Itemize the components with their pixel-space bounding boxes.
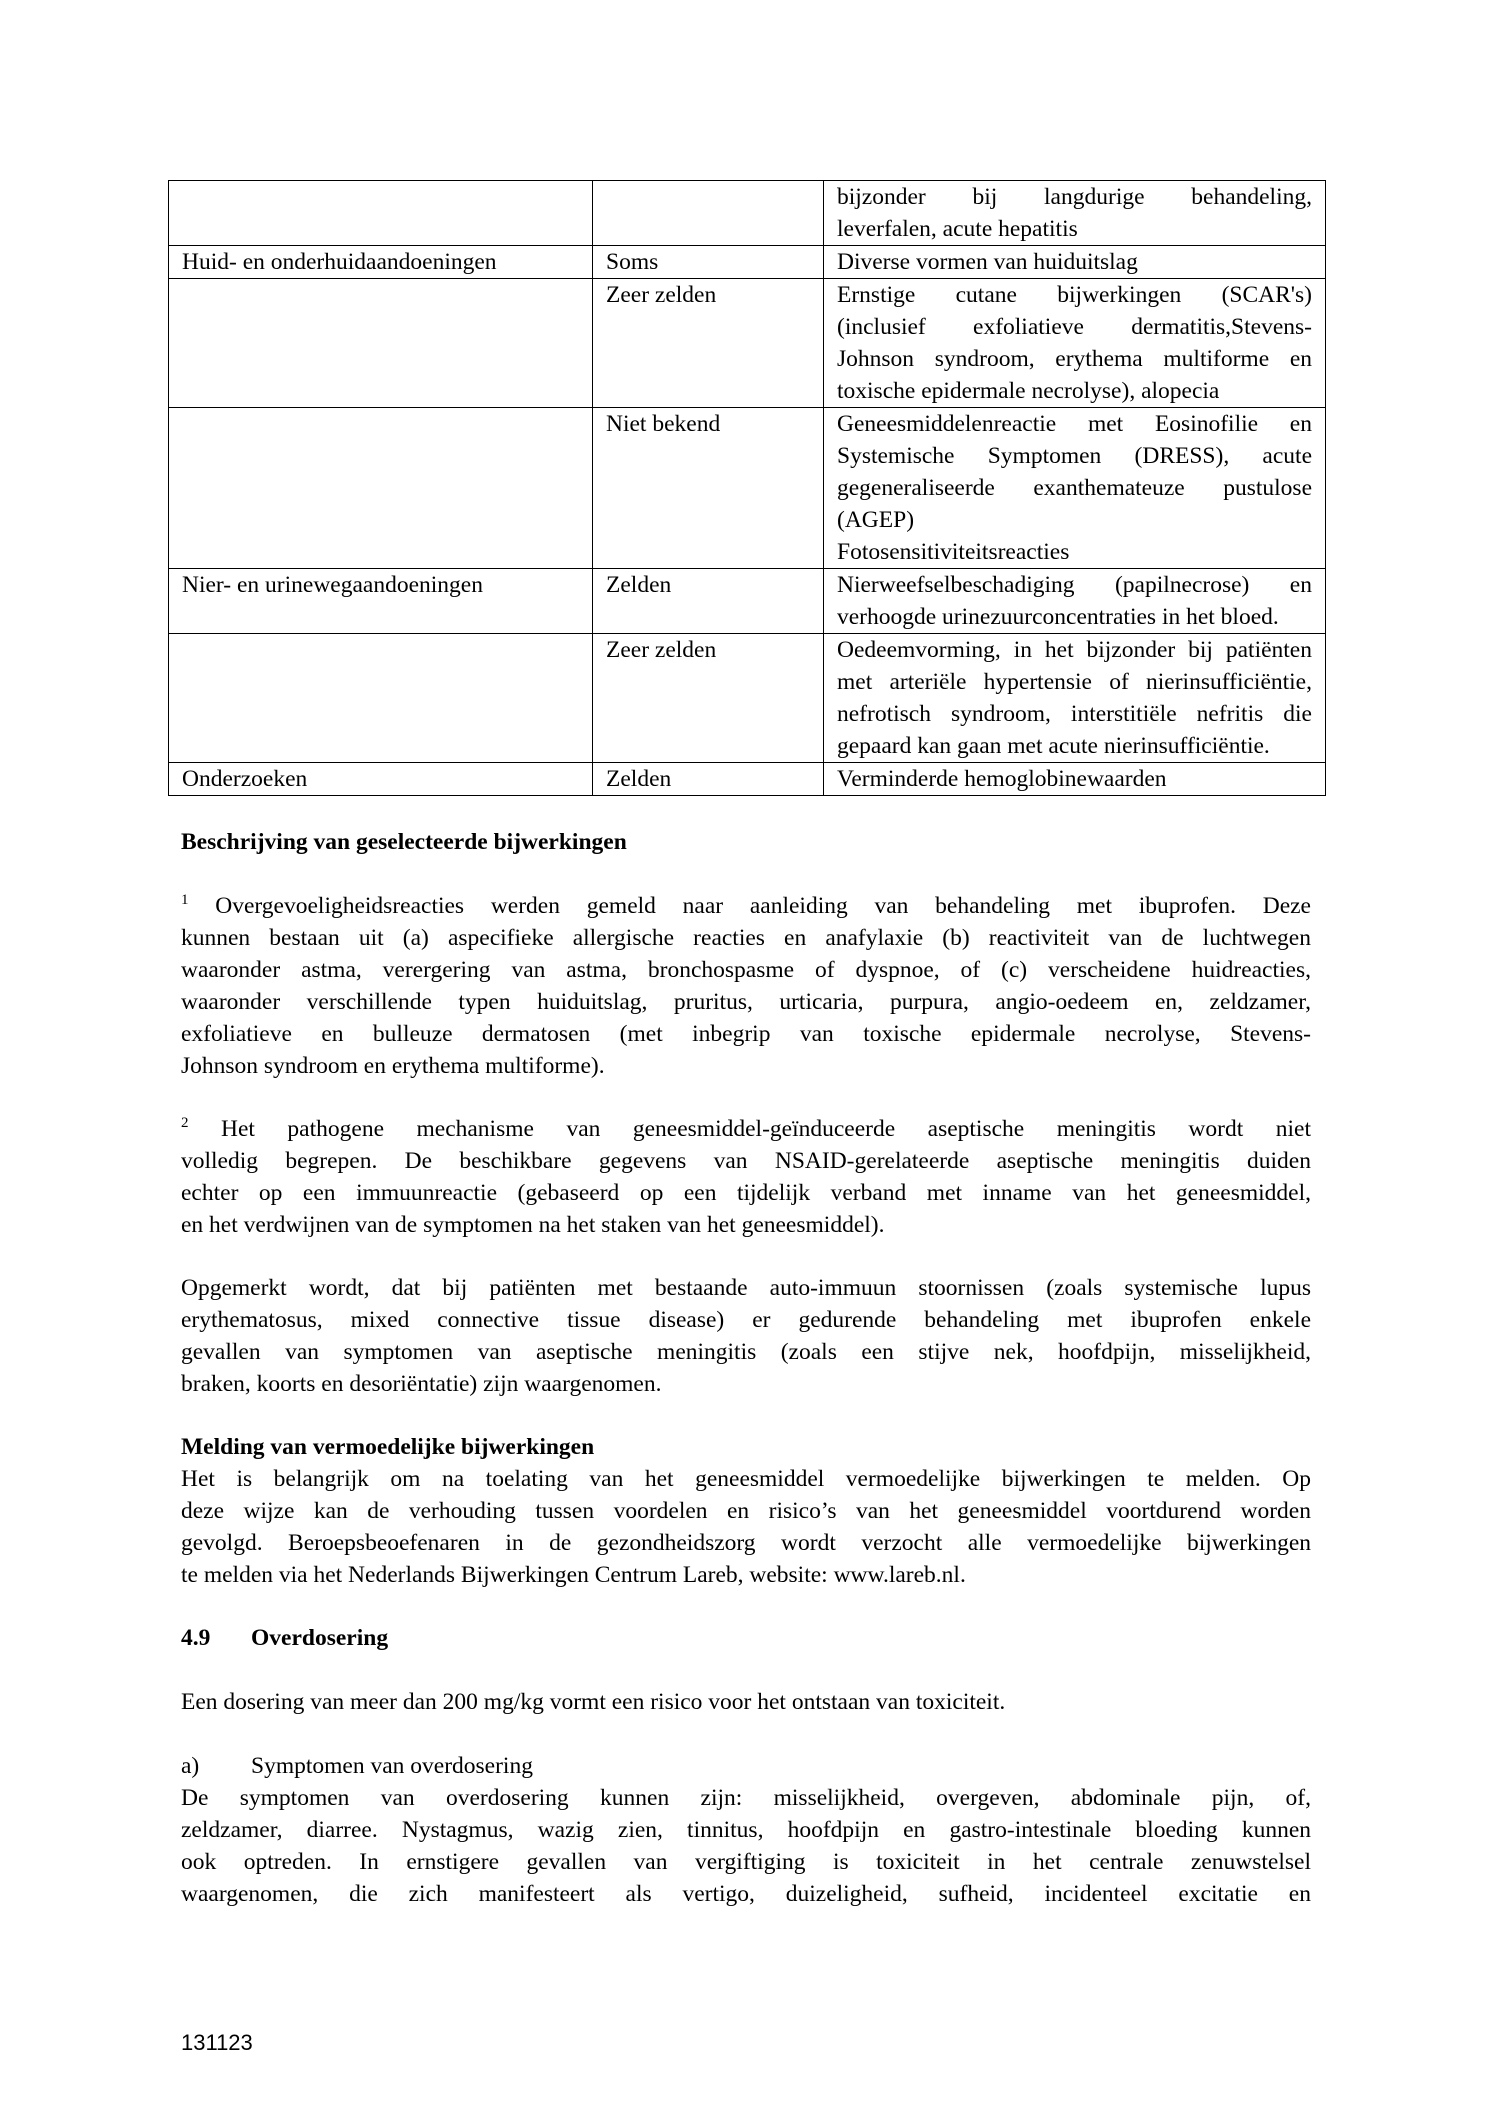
effect-line: bijzonder bij langdurige behandeling, [837,184,1312,210]
effect-line: Geneesmiddelenreactie met Eosinofilie en [837,411,1312,437]
table-row [169,763,1326,796]
text-line: waaronder verschillende typen huiduitslag, pruritus, urticaria, purpura, angio-oedeem en, zeldzamer, [181,989,1311,1015]
subsection-heading [181,1750,1311,1782]
effect-line: gegeneraliseerde exanthemateuze pustulose [837,475,1312,501]
effect-line: Diverse vormen van huiduitslag [837,249,1138,275]
effect-line: toxische epidermale necrolyse), alopecia [837,378,1220,404]
organ-class-cell [169,634,593,763]
effect-line: nefrotisch syndroom, interstitiële nefritis die [837,701,1312,727]
effect-line: met arteriële hypertensie of nierinsufficiëntie, [837,669,1312,695]
effect-line: (AGEP) [837,507,915,533]
effect-line: Ernstige cutane bijwerkingen (SCAR's) [837,282,1312,308]
effect-cell [824,408,1326,569]
overdose-intro: Een dosering van meer dan 200 mg/kg vormt een risico voor het ontstaan van toxiciteit. [181,1689,1006,1715]
subsection-title: Symptomen van overdosering [251,1753,533,1779]
footnote-1 [181,890,1311,1082]
frequency-cell: Niet bekend [593,408,824,569]
footnote-2 [181,1113,1311,1241]
organ-class-cell: Onderzoeken [169,763,593,796]
section-heading: Beschrijving van geselecteerde bijwerkingen [181,829,627,855]
reporting-section [181,1431,1311,1591]
adverse-effects-table [168,180,1326,796]
organ-class-cell [169,408,593,569]
table-row [169,279,1326,408]
overdose-symptoms [181,1750,1311,1910]
text-line: ook optreden. In ernstigere gevallen van vergiftiging is toxiciteit in het centrale zenuwstelsel [181,1849,1311,1875]
text-line: waaronder astma, verergering van astma, bronchospasme of dyspnoe, of (c) verscheidene huidreacties, [181,957,1311,983]
section-number: 4.9 [181,1625,211,1651]
effect-line: gepaard kan gaan met acute nierinsufficiëntie. [837,733,1270,759]
effect-line: verhoogde urinezuurconcentraties in het bloed. [837,604,1279,630]
frequency-cell: Zelden [593,569,824,634]
effect-cell [824,246,1326,279]
text-line: volledig begrepen. De beschikbare gegevens van NSAID-gerelateerde aseptische meningitis duiden [181,1148,1311,1174]
effect-line: leverfalen, acute hepatitis [837,216,1078,242]
effect-line: Oedeemvorming, in het bijzonder bij patiënten [837,637,1312,663]
effect-cell [824,181,1326,246]
frequency-cell: Soms [593,246,824,279]
paragraph-auto-immune [181,1272,1311,1400]
text-line: te melden via het Nederlands Bijwerkingen Centrum Lareb, website: www.lareb.nl. [181,1562,966,1588]
footnote-marker: 2 [181,1115,189,1131]
frequency-cell: Zeer zelden [593,279,824,408]
frequency-cell: Zelden [593,763,824,796]
effect-cell [824,634,1326,763]
section-title: Overdosering [251,1625,389,1651]
text-line: zeldzamer, diarree. Nystagmus, wazig zien, tinnitus, hoofdpijn en gastro-intestinale bloeding kunnen [181,1817,1311,1843]
effect-line: (inclusief exfoliatieve dermatitis,Stevens- [837,314,1312,340]
text-line: gevolgd. Beroepsbeoefenaren in de gezondheidszorg wordt verzocht alle vermoedelijke bijwerkingen [181,1530,1311,1556]
table-row [169,634,1326,763]
text-line: kunnen bestaan uit (a) aspecifieke allergische reacties en anafylaxie (b) reactiviteit van de luchtwegen [181,925,1311,951]
text-line: exfoliatieve en bulleuze dermatosen (met inbegrip van toxische epidermale necrolyse, Stevens- [181,1021,1311,1047]
text-line: echter op een immuunreactie (gebaseerd op een tijdelijk verband met inname van het geneesmiddel, [181,1180,1311,1206]
effect-line: Systemische Symptomen (DRESS), acute [837,443,1312,469]
frequency-cell [593,181,824,246]
text-line: Het is belangrijk om na toelating van het geneesmiddel vermoedelijke bijwerkingen te melden. Op [181,1466,1311,1492]
text-line: deze wijze kan de verhouding tussen voordelen en risico’s van het geneesmiddel voortdurend worden [181,1498,1311,1524]
text-line: waargenomen, die zich manifesteert als vertigo, duizeligheid, sufheid, incidenteel excitatie en [181,1881,1311,1907]
effect-line: Nierweefselbeschadiging (papilnecrose) en [837,572,1312,598]
text-line: Johnson syndroom en erythema multiforme). [181,1053,605,1079]
text-segment: Het pathogene mechanisme van geneesmiddel-geïnduceerde aseptische meningitis wordt niet [188,1116,1311,1142]
footnote-marker: 1 [181,892,189,908]
text-line: erythematosus, mixed connective tissue disease) er gedurende behandeling met ibuprofen enkele [181,1307,1311,1333]
text-line: en het verdwijnen van de symptomen na het staken van het geneesmiddel). [181,1212,885,1238]
text-line: gevallen van symptomen van aseptische meningitis (zoals een stijve nek, hoofdpijn, misselijkheid, [181,1339,1311,1365]
organ-class-cell: Nier- en urinewegaandoeningen [169,569,593,634]
text-line: braken, koorts en desoriëntatie) zijn waargenomen. [181,1371,662,1397]
text-line [181,1113,1311,1145]
subsection-label: a) [181,1753,200,1779]
text-line [181,890,1311,922]
effect-cell [824,763,1326,796]
reporting-heading: Melding van vermoedelijke bijwerkingen [181,1434,595,1460]
effect-line: Johnson syndroom, erythema multiforme en [837,346,1312,372]
text-segment: Overgevoeligheidsreacties werden gemeld naar aanleiding van behandeling met ibuprofen. Deze [188,893,1311,919]
effect-line: Verminderde hemoglobinewaarden [837,766,1167,792]
effect-line: Fotosensitiviteitsreacties [837,539,1070,565]
organ-class-cell [169,181,593,246]
frequency-cell: Zeer zelden [593,634,824,763]
text-line: Opgemerkt wordt, dat bij patiënten met bestaande auto-immuun stoornissen (zoals systemische lupus [181,1275,1311,1301]
organ-class-cell: Huid- en onderhuidaandoeningen [169,246,593,279]
overdose-heading [181,1622,1311,1654]
footer-code: 131123 [181,2030,253,2055]
table-row [169,246,1326,279]
table-row [169,569,1326,634]
text-line: De symptomen van overdosering kunnen zijn: misselijkheid, overgeven, abdominale pijn, of, [181,1785,1311,1811]
effect-cell [824,279,1326,408]
effect-cell [824,569,1326,634]
organ-class-cell [169,279,593,408]
table-row [169,181,1326,246]
table-row [169,408,1326,569]
